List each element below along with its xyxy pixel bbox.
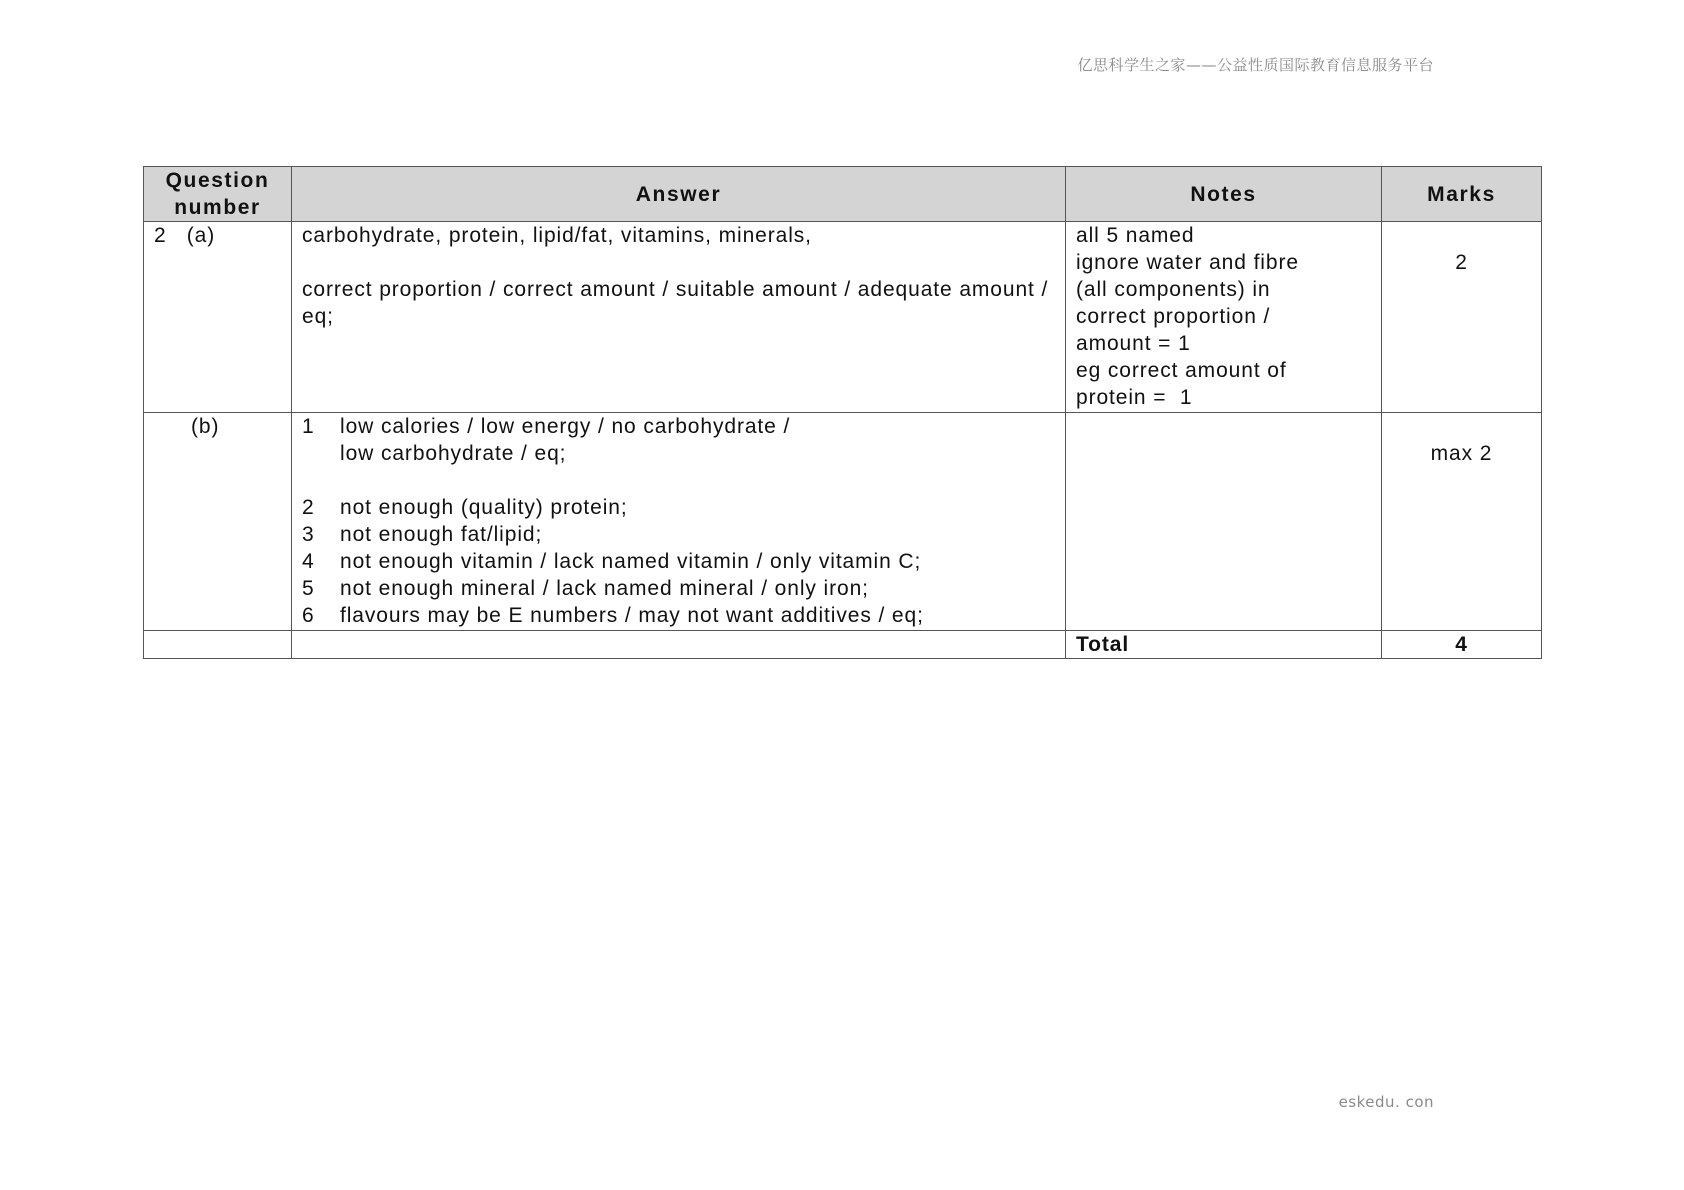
marks-cell-2b [1382,413,1542,631]
notes-line: ignore water and fibre [1076,251,1299,274]
answer-point-1-continuation: low carbohydrate / eq; [340,442,567,465]
notes-line: all 5 named [1076,224,1195,247]
notes-line: eg correct amount of [1076,359,1287,382]
answer-point-4 [302,548,1055,575]
footer-watermark: eskedu. con [1338,1093,1434,1111]
point-number: 4 [302,550,315,573]
point-text: not enough (quality) protein; [340,496,628,519]
mark-scheme-table [143,166,1542,659]
point-number: 1 [302,415,315,438]
spacer [1392,222,1531,249]
point-text: not enough fat/lipid; [340,523,543,546]
table-row-total [144,631,1542,659]
table-row-2a [144,222,1542,413]
answer-cell-2a [292,222,1066,413]
table-row-2b [144,413,1542,631]
question-label-2b: (b) [191,415,220,438]
spacer [302,467,1055,494]
notes-line: amount = 1 [1076,332,1191,355]
point-text: flavours may be E numbers / may not want additives / eq; [340,604,924,627]
total-answer-cell [292,631,1066,659]
notes-line: protein = 1 [1076,386,1193,409]
header-notes: Notes [1066,167,1382,222]
table-header-row [144,167,1542,222]
header-watermark: 亿思科学生之家——公益性质国际教育信息服务平台 [1077,56,1434,74]
marks-value-2a: 2 [1455,251,1468,274]
answer-cell-2b [292,413,1066,631]
answer-point-6 [302,602,1055,629]
notes-line: correct proportion / [1076,305,1271,328]
question-cell-2a [144,222,292,413]
marks-value-2b: max 2 [1430,442,1493,465]
point-text: not enough mineral / lack named mineral / only iron; [340,577,869,600]
point-number: 5 [302,577,315,600]
answer-point-1 [302,413,1055,440]
notes-cell-2a [1066,222,1382,413]
marks-cell-2a [1382,222,1542,413]
total-marks: 4 [1382,631,1542,659]
header-marks: Marks [1382,167,1542,222]
answer-point-3 [302,521,1055,548]
answer-line: carbohydrate, protein, lipid/fat, vitamins, minerals, [302,224,812,247]
notes-line: (all components) in [1076,278,1271,301]
header-answer: Answer [292,167,1066,222]
answer-line: correct proportion / correct amount / suitable amount / adequate amount / eq; [302,278,1055,328]
spacer [302,249,1055,276]
point-text: not enough vitamin / lack named vitamin / only vitamin C; [340,550,922,573]
spacer [1392,413,1531,440]
answer-point-5 [302,575,1055,602]
point-number: 2 [302,496,315,519]
notes-cell-2b [1066,413,1382,631]
total-label: Total [1066,631,1382,659]
total-question-cell [144,631,292,659]
question-cell-2b [144,413,292,631]
answer-point-2 [302,494,1055,521]
header-question-number: Question number [144,167,292,222]
point-text: low calories / low energy / no carbohydrate / [340,415,791,438]
point-number: 6 [302,604,315,627]
question-label-2a: 2 (a) [154,224,216,247]
point-number: 3 [302,523,315,546]
